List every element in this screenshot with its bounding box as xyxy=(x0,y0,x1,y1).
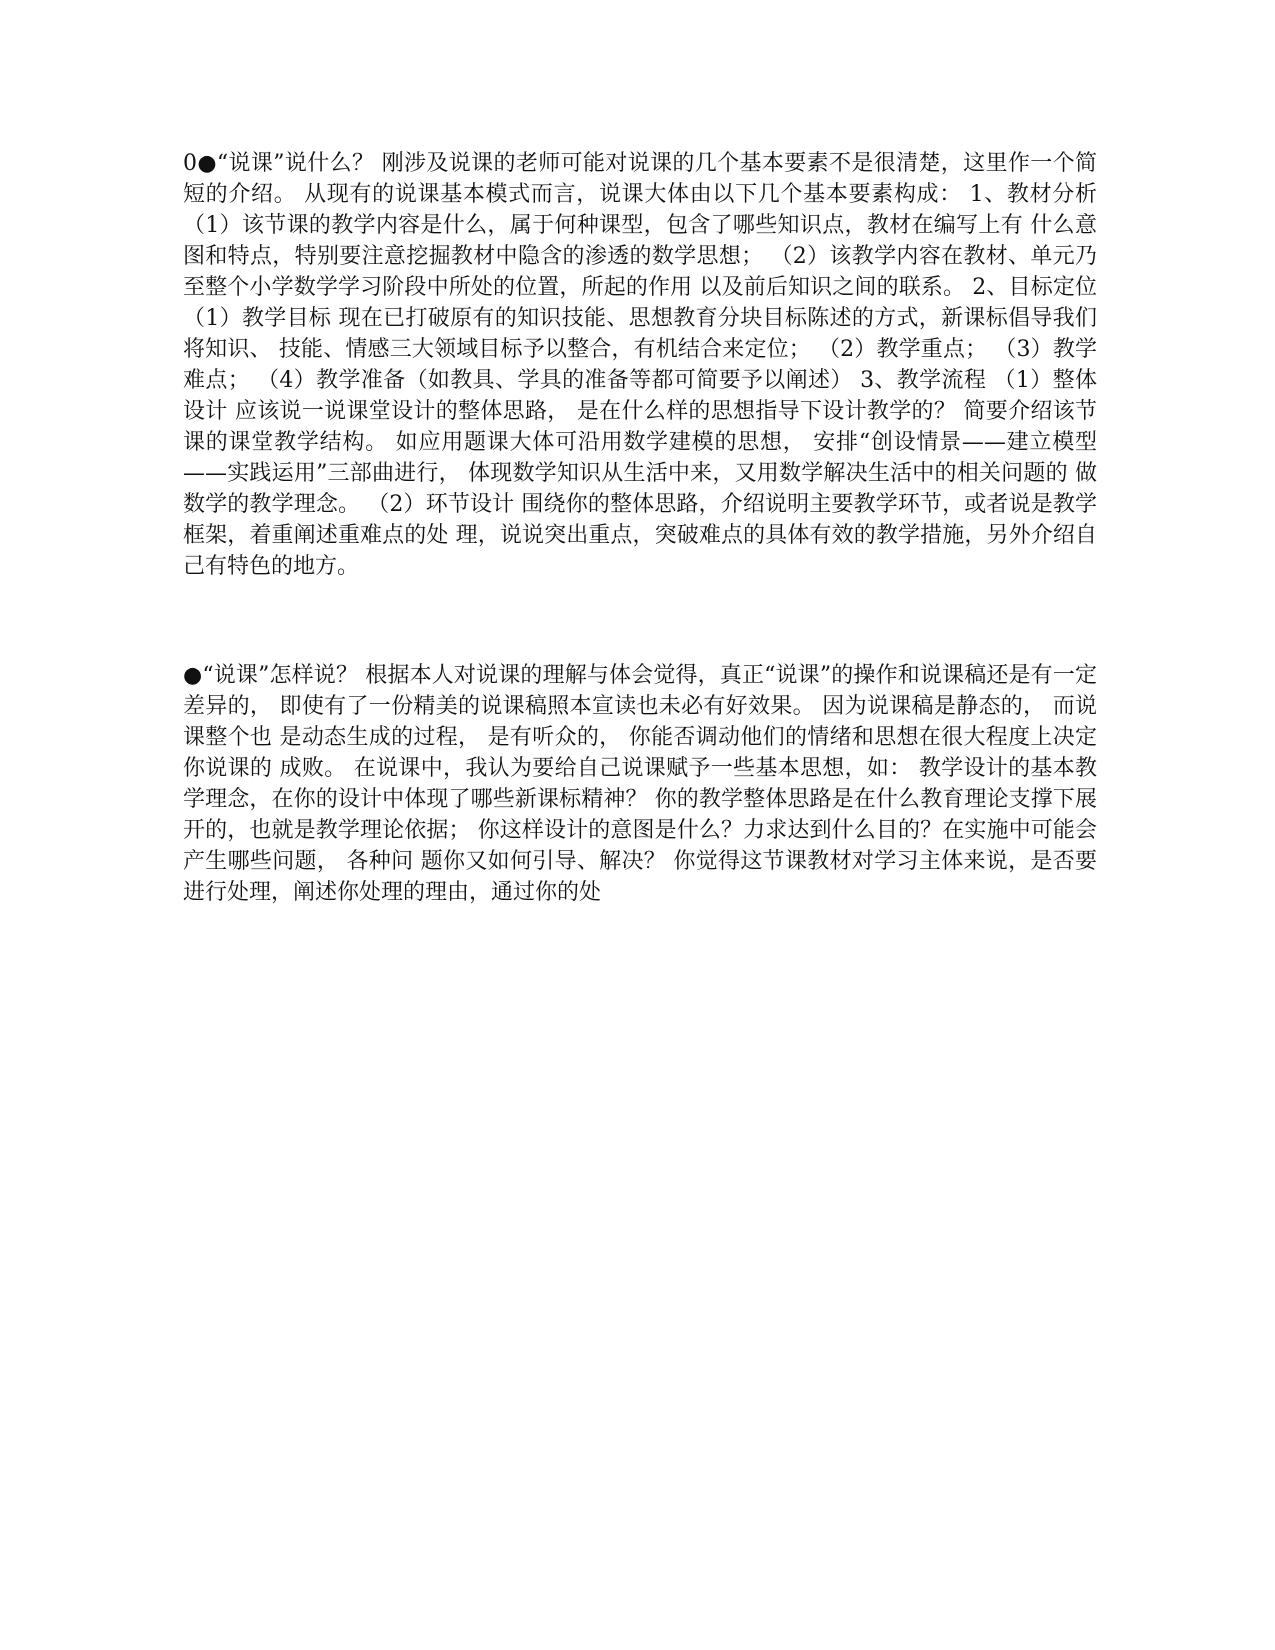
paragraph-how-to-say: ●“说课”怎样说？ 根据本人对说课的理解与体会觉得，真正“说课”的操作和说课稿还是有一定差异的， 即使有了一份精美的说课稿照本宣读也未必有好效果。 因为说课稿是静态的， 而说课整个也 是动态生成的过程， 是有听众的， 你能否调动他们的情绪和思想在很大程度上决定你说课的 成败。 在说课中，我认为要给自己说课赋予一些基本思想，如： 教学设计的基本教学理念，在你的设计中体现了哪些新课标精神？ 你的教学整体思路是在什么教育理论支撑下展开的，也就是教学理论依据； 你这样设计的意图是什么？力求达到什么目的？在实施中可能会产生哪些问题， 各种问 题你又如何引导、解决？ 你觉得这节课教材对学习主体来说，是否要进行处理，阐述你处理的理由，通过你的处 xyxy=(183,663,1097,905)
paragraph-what-to-say: 0●“说课”说什么？ 刚涉及说课的老师可能对说课的几个基本要素不是很清楚，这里作一个简短的介绍。 从现有的说课基本模式而言，说课大体由以下几个基本要素构成： 1、教材分析 （1）该节课的教学内容是什么，属于何种课型，包含了哪些知识点，教材在编写上有 什么意图和特点，特别要注意挖掘教材中隐含的渗透的数学思想； （2）该教学内容在教材、单元乃至整个小学数学学习阶段中所处的位置，所起的作用 以及前后知识之间的联系。 2、目标定位 （1）教学目标 现在已打破原有的知识技能、思想教育分块目标陈述的方式，新课标倡导我们将知识、 技能、情感三大领域目标予以整合，有机结合来定位； （2）教学重点； （3）教学难点； （4）教学准备（如教具、学具的准备等都可简要予以阐述） 3、教学流程 （1）整体设计 应该说一说课堂设计的整体思路， 是在什么样的思想指导下设计教学的？ 简要介绍该节 课的课堂教学结构。 如应用题课大体可沿用数学建模的思想， 安排“创设情景——建立模型 ——实践运用”三部曲进行， 体现数学知识从生活中来，又用数学解决生活中的相关问题的 做数学的教学理念。 （2）环节设计 围绕你的整体思路，介绍说明主要教学环节，或者说是教学框架，着重阐述重难点的处 理，说说突出重点，突破难点的具体有效的教学措施，另外介绍自己有特色的地方。 xyxy=(183,151,1097,579)
